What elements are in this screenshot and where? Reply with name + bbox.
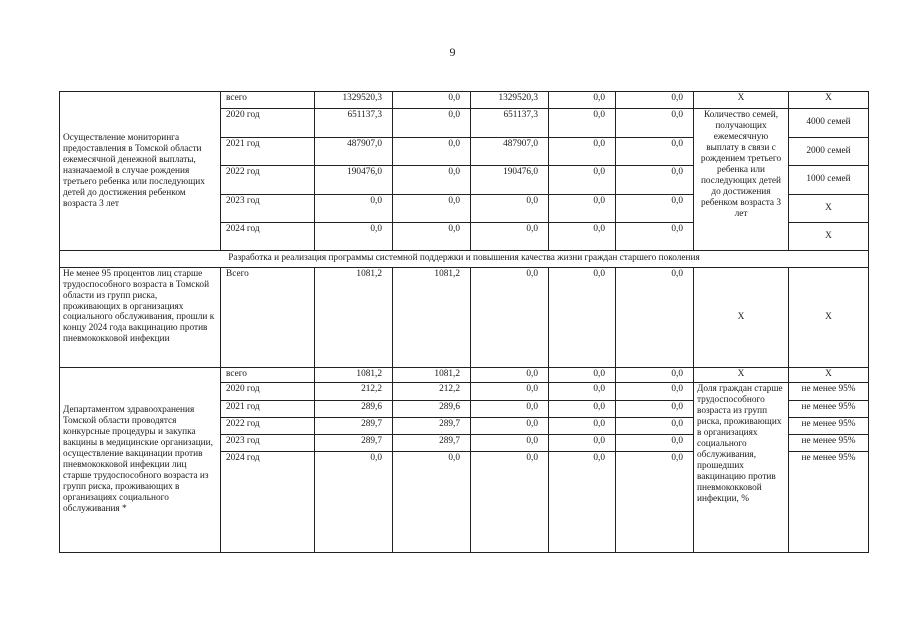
goal-description: Не менее 95 процентов лиц старше трудоспособного возраста в Томской области из групп риска, проживающих в организациях социального обслуживания, прошли к концу 2024 года вакцинацию против пневмококковой инфекции bbox=[60, 267, 221, 368]
amount-cell: 0,0 bbox=[616, 452, 694, 553]
amount-cell: 0,0 bbox=[549, 383, 616, 400]
target-cell: X bbox=[789, 194, 869, 222]
amount-cell: 0,0 bbox=[393, 194, 471, 222]
amount-cell: 289,7 bbox=[315, 417, 393, 434]
amount-cell: 0,0 bbox=[616, 417, 694, 434]
x-cell: X bbox=[789, 267, 869, 368]
amount-cell: 190476,0 bbox=[315, 166, 393, 194]
amount-cell: 289,6 bbox=[393, 400, 471, 417]
amount-cell: 487907,0 bbox=[471, 137, 549, 165]
amount-cell: 289,7 bbox=[393, 417, 471, 434]
amount-cell: 0,0 bbox=[315, 222, 393, 250]
target-cell: 4000 семей bbox=[789, 109, 869, 137]
amount-cell: 0,0 bbox=[471, 383, 549, 400]
amount-cell: 0,0 bbox=[616, 267, 694, 368]
table-row bbox=[60, 92, 869, 109]
amount-cell: 0,0 bbox=[471, 452, 549, 553]
amount-cell: 0,0 bbox=[471, 417, 549, 434]
amount-cell: 212,2 bbox=[393, 383, 471, 400]
amount-cell: 0,0 bbox=[549, 452, 616, 553]
year-cell: 2023 год bbox=[221, 435, 315, 452]
amount-cell: 0,0 bbox=[549, 400, 616, 417]
amount-cell: 212,2 bbox=[315, 383, 393, 400]
amount-cell: 1081,2 bbox=[315, 368, 393, 383]
amount-cell: 190476,0 bbox=[471, 166, 549, 194]
amount-cell: 0,0 bbox=[549, 267, 616, 368]
table-row bbox=[60, 368, 869, 383]
amount-cell: 0,0 bbox=[393, 137, 471, 165]
target-cell: 1000 семей bbox=[789, 166, 869, 194]
section-row bbox=[60, 251, 869, 267]
page-number: 9 bbox=[449, 45, 456, 59]
x-cell: X bbox=[694, 267, 789, 368]
target-cell: не менее 95% bbox=[789, 400, 869, 417]
program-table bbox=[59, 91, 869, 553]
year-cell: 2024 год bbox=[221, 452, 315, 553]
year-cell: всего bbox=[221, 368, 315, 383]
section-title: Разработка и реализация программы системной поддержки и повышения качества жизни граждан старшего поколения bbox=[60, 251, 869, 267]
amount-cell: 289,6 bbox=[315, 400, 393, 417]
amount-cell: 0,0 bbox=[616, 383, 694, 400]
measure-description: Департаментом здравоохранения Томской области проводятся конкурсные процедуры и закупка вакцины в медицинские организации, осуществление вакцинации против пневмококковой инфекции лиц старше трудоспособного возраста из групп риска, проживающих в организациях социального обслуживания * bbox=[60, 368, 221, 553]
amount-cell: 0,0 bbox=[393, 452, 471, 553]
amount-cell: 651137,3 bbox=[471, 109, 549, 137]
year-cell: 2023 год bbox=[221, 194, 315, 222]
amount-cell: 0,0 bbox=[616, 435, 694, 452]
amount-cell: 0,0 bbox=[616, 166, 694, 194]
amount-cell: 0,0 bbox=[393, 109, 471, 137]
amount-cell: 487907,0 bbox=[315, 137, 393, 165]
indicator-cell: Доля граждан старше трудоспособного возраста из групп риска, проживающих в организациях социального обслуживания, прошедших вакцинацию против пневмококковой инфекции, % bbox=[694, 383, 789, 553]
amount-cell: 0,0 bbox=[471, 222, 549, 250]
amount-cell: 1329520,3 bbox=[471, 92, 549, 109]
year-cell: Всего bbox=[221, 267, 315, 368]
amount-cell: 289,7 bbox=[393, 435, 471, 452]
target-cell: не менее 95% bbox=[789, 417, 869, 434]
amount-cell: 0,0 bbox=[549, 194, 616, 222]
target-cell: X bbox=[789, 92, 869, 109]
target-cell: X bbox=[789, 222, 869, 250]
amount-cell: 0,0 bbox=[471, 435, 549, 452]
amount-cell: 0,0 bbox=[616, 109, 694, 137]
year-cell: 2020 год bbox=[221, 109, 315, 137]
year-cell: 2022 год bbox=[221, 166, 315, 194]
amount-cell: 0,0 bbox=[616, 92, 694, 109]
target-cell: не менее 95% bbox=[789, 435, 869, 452]
amount-cell: 0,0 bbox=[471, 400, 549, 417]
year-cell: всего bbox=[221, 92, 315, 109]
amount-cell: 0,0 bbox=[616, 222, 694, 250]
amount-cell: 1081,2 bbox=[315, 267, 393, 368]
amount-cell: 0,0 bbox=[616, 368, 694, 383]
amount-cell: 0,0 bbox=[549, 137, 616, 165]
target-cell: X bbox=[789, 368, 869, 383]
year-cell: 2021 год bbox=[221, 400, 315, 417]
amount-cell: 1081,2 bbox=[393, 368, 471, 383]
year-cell: 2020 год bbox=[221, 383, 315, 400]
amount-cell: 0,0 bbox=[549, 166, 616, 194]
amount-cell: 0,0 bbox=[549, 109, 616, 137]
x-cell: X bbox=[694, 92, 789, 109]
amount-cell: 0,0 bbox=[549, 222, 616, 250]
amount-cell: 0,0 bbox=[549, 368, 616, 383]
target-cell: 2000 семей bbox=[789, 137, 869, 165]
amount-cell: 1081,2 bbox=[393, 267, 471, 368]
amount-cell: 0,0 bbox=[393, 92, 471, 109]
amount-cell: 0,0 bbox=[471, 267, 549, 368]
amount-cell: 0,0 bbox=[616, 137, 694, 165]
amount-cell: 0,0 bbox=[549, 435, 616, 452]
x-cell: X bbox=[694, 368, 789, 383]
year-cell: 2024 год bbox=[221, 222, 315, 250]
measure-description: Осуществление мониторинга предоставления в Томской области ежемесячной денежной выплаты, назначаемой в случае рождения третьего ребенка или последующих детей до достижения ребенком возраста 3 лет bbox=[60, 92, 221, 251]
amount-cell: 0,0 bbox=[616, 400, 694, 417]
table-row bbox=[60, 267, 869, 368]
year-cell: 2021 год bbox=[221, 137, 315, 165]
amount-cell: 0,0 bbox=[549, 92, 616, 109]
amount-cell: 0,0 bbox=[315, 452, 393, 553]
amount-cell: 0,0 bbox=[471, 194, 549, 222]
amount-cell: 0,0 bbox=[393, 222, 471, 250]
amount-cell: 289,7 bbox=[315, 435, 393, 452]
amount-cell: 0,0 bbox=[471, 368, 549, 383]
amount-cell: 0,0 bbox=[315, 194, 393, 222]
indicator-cell: Количество семей, получающих ежемесячную выплату в связи с рождением третьего ребенка или последующих детей до достижения ребенком возраста 3 лет bbox=[694, 109, 789, 251]
amount-cell: 0,0 bbox=[393, 166, 471, 194]
amount-cell: 651137,3 bbox=[315, 109, 393, 137]
target-cell: не менее 95% bbox=[789, 452, 869, 553]
amount-cell: 0,0 bbox=[616, 194, 694, 222]
target-cell: не менее 95% bbox=[789, 383, 869, 400]
year-cell: 2022 год bbox=[221, 417, 315, 434]
amount-cell: 0,0 bbox=[549, 417, 616, 434]
amount-cell: 1329520,3 bbox=[315, 92, 393, 109]
